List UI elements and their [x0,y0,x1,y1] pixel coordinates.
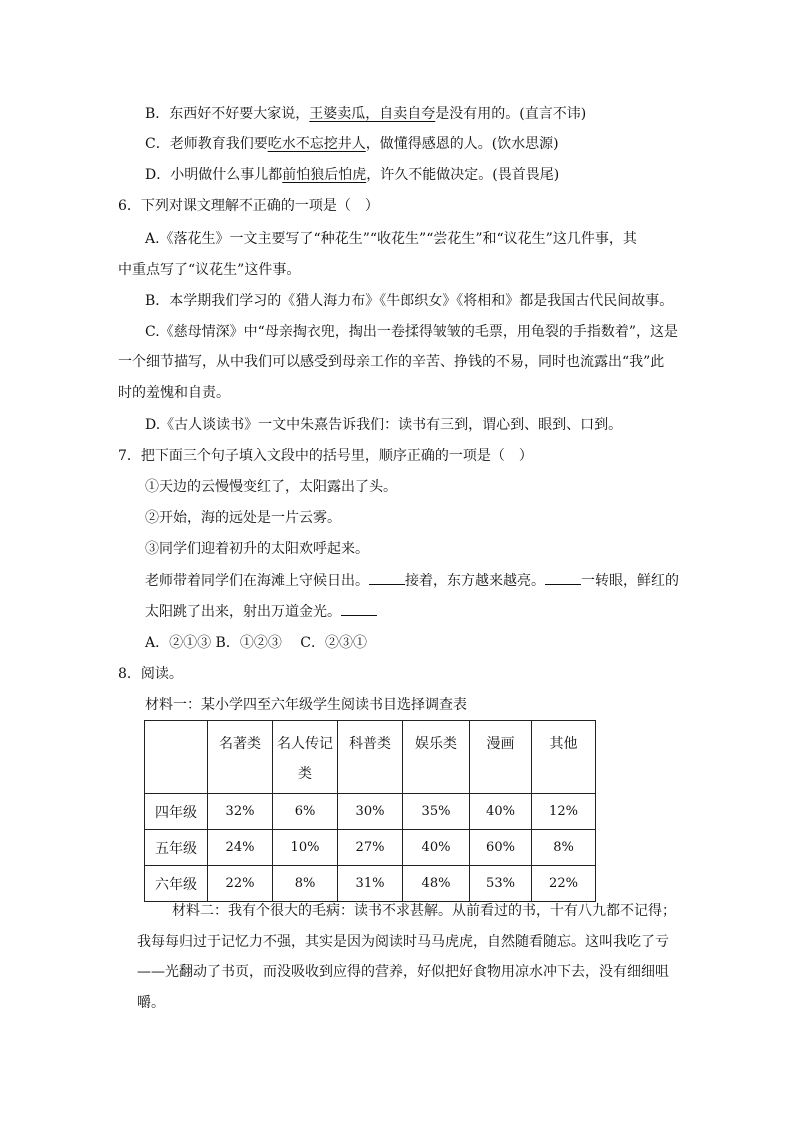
table-cell: 22% [532,866,596,902]
table-cell: 35% [403,794,470,830]
q8-stem: 8．阅读。 [118,666,183,682]
table-cell: 40% [403,830,470,866]
q7-passage-line2 [145,601,377,622]
q5-b-text: B．东西好不好要大家说， [145,106,310,122]
table-cell: 32% [208,794,273,830]
q6-option-c-line2: 一个细节描写，从中我们可以感受到母亲工作的辛苦、挣钱的不易，同时也流露出“我”此 [118,354,665,370]
table-cell: 8% [532,830,596,866]
row-label: 五年级 [145,830,208,866]
q5-c-idiom: ，做懂得感恩的人。(饮水思源) [365,136,559,152]
q7-blank-1 [369,570,405,585]
q7-blank-3 [341,601,377,616]
q5-c-text: C．老师教育我们要 [145,136,268,152]
table-cell: 30% [338,794,403,830]
table-cell: 12% [532,794,596,830]
q7-sentence-3: ③同学们迎着初升的太阳欢呼起来。 [145,541,369,557]
header-classics: 名著类 [208,721,273,794]
q6-option-d: D.《古人谈读书》一文中朱熹告诉我们：读书有三到，谓心到、眼到、口到。 [145,417,623,433]
q8-material2-line1: 材料二：我有个很大的毛病：读书不求甚解。从前看过的书，十有八九都不记得； [172,903,676,919]
q7-blank-2 [545,570,581,585]
q6-option-c-line3: 时的羞愧和自责。 [118,385,230,401]
table-row [145,794,596,830]
q7-sentence-2: ②开始，海的远处是一片云雾。 [145,510,341,526]
header-biography: 名人传记 类 [273,721,338,794]
header-comics: 漫画 [470,721,532,794]
q7-passage-part-4: 太阳跳了出来，射出万道金光。 [145,604,341,620]
table-cell: 8% [273,866,338,902]
table-cell: 27% [338,830,403,866]
q6-option-c-line1: C.《慈母情深》中“母亲掏衣兜，掏出一卷揉得皱皱的毛票，用龟裂的手指数着”，这是 [145,324,678,340]
table-cell: 40% [470,794,532,830]
q5-d-text: D．小明做什么事儿都 [145,167,283,183]
q5-d-idiom: ，许久不能做决定。(畏首畏尾) [366,167,560,183]
table-cell: 24% [208,830,273,866]
q6-option-b: B．本学期我们学习的《猎人海力布》《牛郎织女》《将相和》都是我国古代民间故事。 [145,293,674,309]
q5-c-underlined: 吃水不忘挖井人 [267,136,366,152]
header-science: 科普类 [338,721,403,794]
table-corner-cell [145,721,208,794]
q5-b-underlined: 王婆卖瓜，自卖自夸 [309,106,436,122]
table-cell: 6% [273,794,338,830]
header-other: 其他 [532,721,596,794]
q5-option-c [145,134,559,154]
table-cell: 22% [208,866,273,902]
q8-material2-line4: 嚼。 [137,995,165,1011]
q5-d-underlined: 前怕狼后怕虎 [282,167,367,183]
table-row [145,830,596,866]
q6-stem: 6．下列对课文理解不正确的一项是（ ） [118,198,379,214]
q7-options: A．②①③ B．①②③ C．②③① [145,635,368,651]
q5-option-b [145,104,586,124]
q6-option-a-line1: A.《落花生》一文主要写了“种花生”“收花生”“尝花生”和“议花生”这几件事，其 [145,231,637,247]
q7-stem: 7．把下面三个句子填入文段中的括号里，顺序正确的一项是（ ） [118,448,533,464]
row-label: 四年级 [145,794,208,830]
q5-b-idiom: 是没有用的。(直言不讳) [435,106,587,122]
table-cell: 60% [470,830,532,866]
q7-passage-part-3: 一转眼，鲜红的 [581,573,679,589]
q8-material2-line3: ——光翻动了书页，而没吸收到应得的营养，好似把好食物用凉水冲下去，没有细细咀 [137,964,669,980]
q8-material1-title: 材料一：某小学四至六年级学生阅读书目选择调查表 [145,697,467,713]
q7-sentence-1: ①天边的云慢慢变红了，太阳露出了头。 [145,479,397,495]
survey-table [144,720,596,902]
table-cell: 10% [273,830,338,866]
q6-option-a-line2: 中重点写了“议花生”这件事。 [118,262,301,278]
q5-option-d [145,165,559,185]
table-cell: 53% [470,866,532,902]
table-cell: 48% [403,866,470,902]
row-label: 六年级 [145,866,208,902]
q7-passage-part-2: 接着，东方越来越亮。 [405,573,545,589]
header-entertainment: 娱乐类 [403,721,470,794]
q8-material2-line2: 我每每归过于记忆力不强，其实是因为阅读时马马虎虎，自然随看随忘。这叫我吃了亏 [137,934,669,950]
q7-passage-part-1: 老师带着同学们在海滩上守候日出。 [145,573,369,589]
table-header-row [145,721,596,794]
table-row [145,866,596,902]
q7-passage-line1 [145,570,679,591]
table-cell: 31% [338,866,403,902]
